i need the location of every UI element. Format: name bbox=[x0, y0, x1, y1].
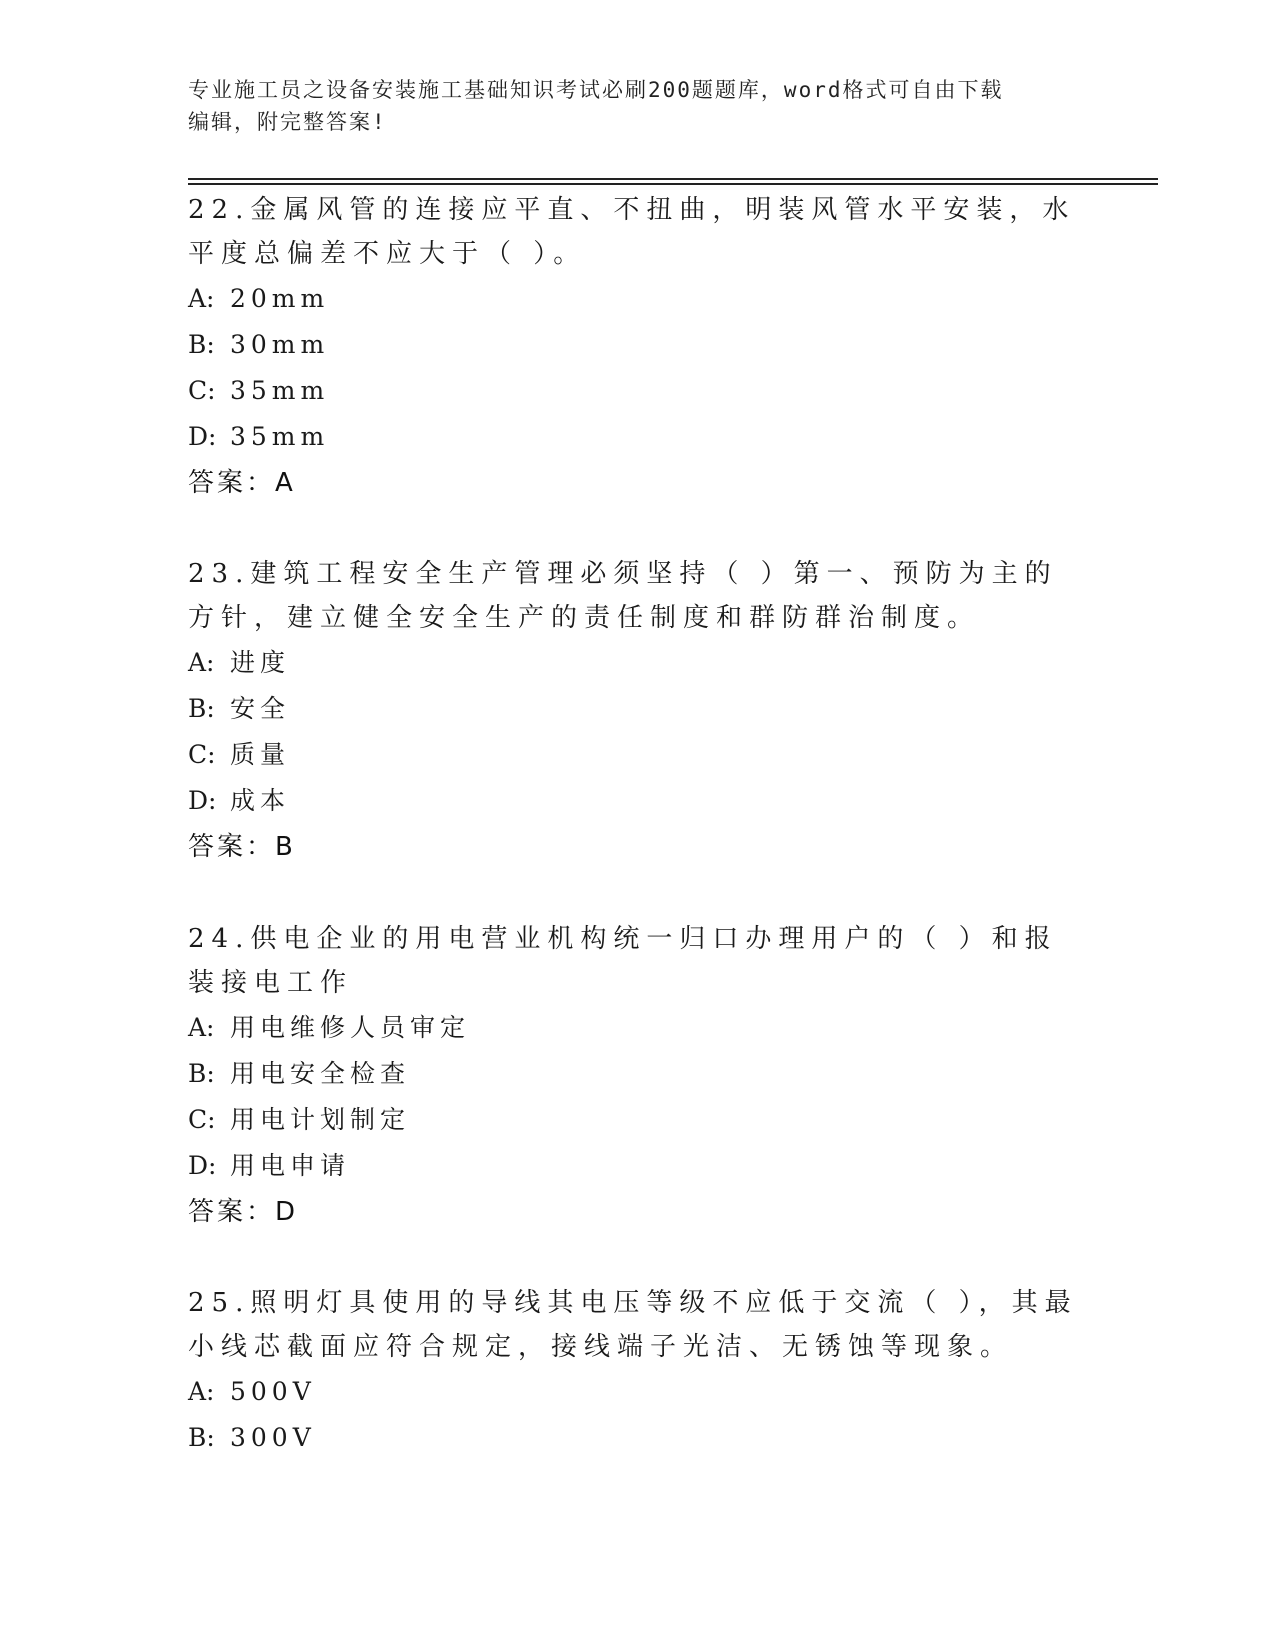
option-letter: A: bbox=[188, 1377, 215, 1406]
option-letter: B: bbox=[188, 694, 215, 723]
header-line-1: 专业施工员之设备安装施工基础知识考试必刷200题题库，word格式可自由下载 bbox=[188, 78, 1004, 102]
option-text: 30mm bbox=[230, 330, 330, 359]
option-letter: B: bbox=[188, 330, 215, 359]
answer-line: 答案：B bbox=[188, 832, 296, 862]
question-24 bbox=[188, 917, 1088, 1235]
header-line-2: 编辑，附完整答案! bbox=[188, 110, 387, 134]
option-letter: A: bbox=[188, 284, 215, 313]
option-text: 用电申请 bbox=[230, 1151, 351, 1180]
option-letter: D: bbox=[188, 422, 217, 451]
option-text: 用电安全检查 bbox=[230, 1059, 411, 1088]
header-divider-bottom bbox=[188, 183, 1158, 185]
option-letter: C: bbox=[188, 1105, 216, 1134]
option-c bbox=[188, 368, 1088, 414]
option-d bbox=[188, 778, 1088, 824]
question-25 bbox=[188, 1281, 1088, 1461]
option-letter: B: bbox=[188, 1423, 215, 1452]
option-letter: D: bbox=[188, 1151, 217, 1180]
option-text: 20mm bbox=[230, 284, 330, 313]
question-text: 23.建筑工程安全生产管理必须坚持（ ）第一、预防为主的方针，建立健全安全生产的责任制度和群防群治制度。 bbox=[188, 559, 1058, 633]
header-divider-top bbox=[188, 178, 1158, 180]
option-letter: A: bbox=[188, 648, 215, 677]
option-b bbox=[188, 1051, 1088, 1097]
question-22 bbox=[188, 188, 1088, 506]
option-text: 成本 bbox=[230, 786, 291, 815]
option-a bbox=[188, 276, 1088, 322]
answer-line: 答案：A bbox=[188, 468, 296, 498]
question-text: 22.金属风管的连接应平直、不扭曲，明装风管水平安装，水平度总偏差不应大于（ ）。 bbox=[188, 195, 1076, 269]
option-d bbox=[188, 414, 1088, 460]
option-a bbox=[188, 640, 1088, 686]
option-a bbox=[188, 1005, 1088, 1051]
option-text: 进度 bbox=[230, 648, 291, 677]
option-text: 用电维修人员审定 bbox=[230, 1013, 471, 1042]
option-letter: C: bbox=[188, 376, 216, 405]
option-text: 质量 bbox=[230, 740, 291, 769]
option-d bbox=[188, 1143, 1088, 1189]
option-c bbox=[188, 1097, 1088, 1143]
option-letter: B: bbox=[188, 1059, 215, 1088]
document-header bbox=[188, 74, 1088, 138]
answer-line: 答案：D bbox=[188, 1197, 299, 1227]
question-text: 24.供电企业的用电营业机构统一归口办理用户的（ ）和报装接电工作 bbox=[188, 924, 1058, 998]
option-text: 300V bbox=[230, 1423, 316, 1452]
option-b bbox=[188, 322, 1088, 368]
option-c bbox=[188, 732, 1088, 778]
option-b bbox=[188, 686, 1088, 732]
option-text: 用电计划制定 bbox=[230, 1105, 411, 1134]
option-text: 35mm bbox=[230, 376, 330, 405]
option-a bbox=[188, 1369, 1088, 1415]
option-letter: A: bbox=[188, 1013, 215, 1042]
option-text: 500V bbox=[230, 1377, 316, 1406]
option-b bbox=[188, 1415, 1088, 1461]
option-letter: D: bbox=[188, 786, 217, 815]
question-23 bbox=[188, 552, 1088, 870]
question-text: 25.照明灯具使用的导线其电压等级不应低于交流（ ），其最小线芯截面应符合规定，接线端子光洁、无锈蚀等现象。 bbox=[188, 1288, 1078, 1362]
option-text: 安全 bbox=[230, 694, 291, 723]
option-text: 35mm bbox=[230, 422, 330, 451]
option-letter: C: bbox=[188, 740, 216, 769]
